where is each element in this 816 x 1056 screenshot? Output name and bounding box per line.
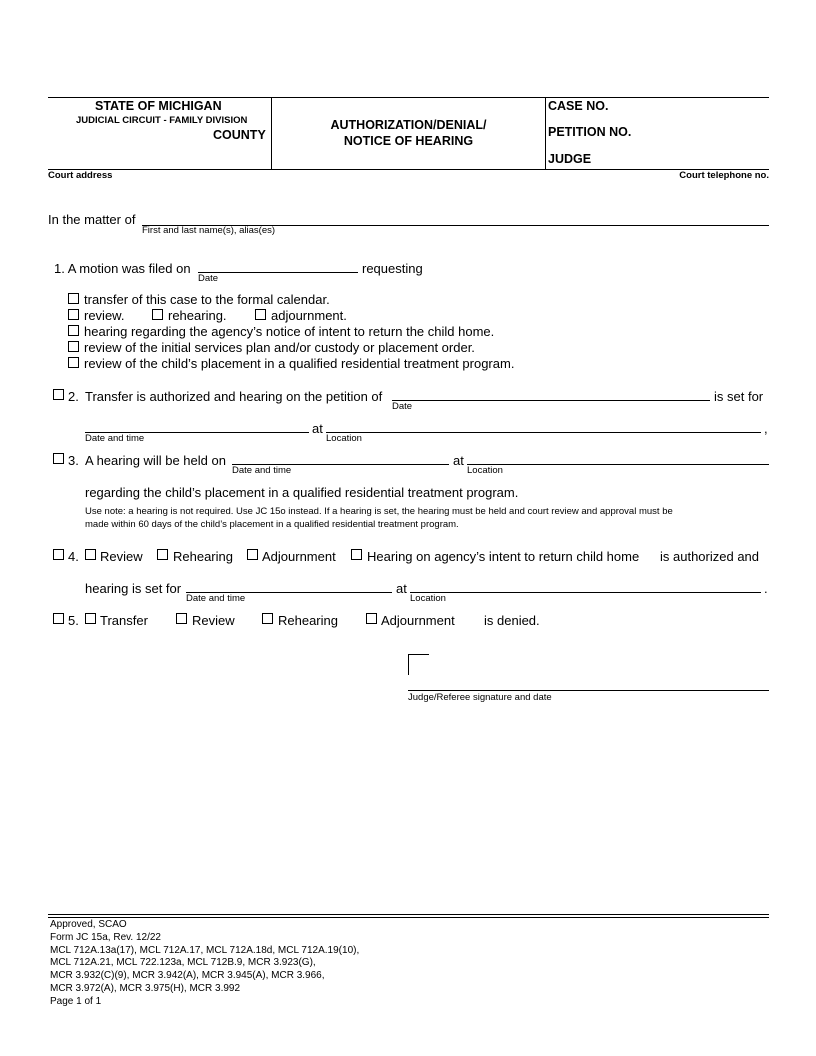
item2-petition-date-field[interactable] bbox=[392, 400, 710, 401]
item4-checkbox[interactable] bbox=[53, 549, 64, 560]
footer-line: Page 1 of 1 bbox=[50, 995, 102, 1007]
item2-text: Transfer is authorized and hearing on the petition of bbox=[85, 389, 383, 404]
item4-adjournment-checkbox[interactable] bbox=[247, 549, 258, 560]
review-checkbox[interactable] bbox=[68, 309, 79, 320]
rehearing-option-label: rehearing. bbox=[168, 308, 227, 323]
footer-rule-bottom bbox=[48, 917, 769, 918]
item2-datetime-caption: Date and time bbox=[85, 433, 145, 444]
header-divider-right bbox=[545, 97, 546, 169]
item3-text: A hearing will be held on bbox=[85, 453, 226, 468]
item2-checkbox[interactable] bbox=[53, 389, 64, 400]
judge-label: JUDGE bbox=[548, 152, 592, 166]
signature-caption: Judge/Referee signature and date bbox=[408, 692, 552, 703]
item3-location-caption: Location bbox=[467, 465, 503, 476]
item5-denied: is denied. bbox=[484, 613, 540, 628]
item2-date-caption: Date bbox=[392, 401, 413, 412]
item2-location-caption: Location bbox=[326, 433, 362, 444]
county-label: COUNTY bbox=[213, 128, 266, 142]
form-title-line1: AUTHORIZATION/DENIAL/ bbox=[330, 118, 487, 132]
item4-hearing-set: hearing is set for bbox=[85, 581, 182, 596]
item4-rehearing-label: Rehearing bbox=[173, 549, 233, 564]
item2-at: at bbox=[312, 421, 323, 436]
header-top-rule bbox=[48, 97, 769, 98]
item2-set-for: is set for bbox=[714, 389, 764, 404]
item3-at: at bbox=[453, 453, 464, 468]
header-bottom-rule bbox=[48, 169, 769, 170]
footer-block bbox=[50, 919, 359, 1009]
item5-review-checkbox[interactable] bbox=[176, 613, 187, 624]
transfer-checkbox[interactable] bbox=[68, 293, 79, 304]
item3-checkbox[interactable] bbox=[53, 453, 64, 464]
item3-number: 3. bbox=[68, 453, 79, 468]
qrtp-review-option-label: review of the child’s placement in a qualified residential treatment program. bbox=[84, 356, 515, 371]
qrtp-review-checkbox[interactable] bbox=[68, 357, 79, 368]
matter-name-caption: First and last name(s), alias(es) bbox=[142, 225, 276, 236]
initial-services-checkbox[interactable] bbox=[68, 341, 79, 352]
signature-corner-mark bbox=[408, 654, 429, 675]
item4-hearing-agency-label: Hearing on agency’s intent to return child home bbox=[367, 549, 640, 564]
item4-rehearing-checkbox[interactable] bbox=[157, 549, 168, 560]
initial-services-option-label: review of the initial services plan and/or custody or placement order. bbox=[84, 340, 475, 355]
item2-location-field[interactable] bbox=[326, 432, 761, 433]
item4-location-caption: Location bbox=[410, 593, 446, 604]
state-name: STATE OF MICHIGAN bbox=[95, 99, 222, 113]
item5-transfer-label: Transfer bbox=[100, 613, 148, 628]
item5-transfer-checkbox[interactable] bbox=[85, 613, 96, 624]
circuit-label: JUDICIAL CIRCUIT - FAMILY DIVISION bbox=[76, 115, 248, 126]
matter-label: In the matter of bbox=[48, 212, 136, 227]
adjournment-checkbox[interactable] bbox=[255, 309, 266, 320]
footer-line: MCL 712A.13a(17), MCL 712A.17, MCL 712A.18d, MCL 712A.19(10), bbox=[50, 944, 360, 956]
footer-line: MCR 3.972(A), MCR 3.975(H), MCR 3.992 bbox=[50, 982, 241, 994]
rehearing-checkbox[interactable] bbox=[152, 309, 163, 320]
adjournment-option-label: adjournment. bbox=[271, 308, 347, 323]
item5-adjournment-label: Adjournment bbox=[381, 613, 455, 628]
item4-hearing-agency-checkbox[interactable] bbox=[351, 549, 362, 560]
item1-date-field[interactable] bbox=[198, 272, 358, 273]
form-title-line2: NOTICE OF HEARING bbox=[343, 134, 474, 148]
court-telephone-label: Court telephone no. bbox=[679, 170, 769, 181]
item4-datetime-caption: Date and time bbox=[186, 593, 246, 604]
footer-line: MCR 3.932(C)(9), MCR 3.942(A), MCR 3.945(A), MCR 3.966, bbox=[50, 970, 325, 982]
footer-line: Approved, SCAO bbox=[50, 919, 127, 930]
footer-line: Form JC 15a, Rev. 12/22 bbox=[50, 931, 161, 943]
footer-line: MCL 712A.21, MCL 722.123a, MCL 712B.9, MCR 3.923(G), bbox=[50, 957, 316, 969]
item1-date-caption: Date bbox=[198, 273, 219, 284]
signature-field[interactable] bbox=[408, 690, 769, 691]
item3-use-note-line1: Use note: a hearing is not required. Use JC 15o instead. If a hearing is set, the hearing must be held and court review and approval must be bbox=[85, 506, 673, 517]
item4-authorized: is authorized and bbox=[660, 549, 760, 564]
item1-text: 1. A motion was filed on bbox=[54, 261, 191, 276]
item4-review-label: Review bbox=[100, 549, 143, 564]
item5-number: 5. bbox=[68, 613, 79, 628]
item3-datetime-caption: Date and time bbox=[232, 465, 292, 476]
item4-review-checkbox[interactable] bbox=[85, 549, 96, 560]
court-address-label: Court address bbox=[48, 170, 113, 181]
item5-checkbox[interactable] bbox=[53, 613, 64, 624]
item5-adjournment-checkbox[interactable] bbox=[366, 613, 377, 624]
review-option-label: review. bbox=[84, 308, 125, 323]
item3-location-field[interactable] bbox=[467, 464, 769, 465]
item5-rehearing-label: Rehearing bbox=[278, 613, 338, 628]
item1-requesting: requesting bbox=[362, 261, 423, 276]
item3-regarding: regarding the child’s placement in a qualified residential treatment program. bbox=[85, 485, 519, 500]
item5-rehearing-checkbox[interactable] bbox=[262, 613, 273, 624]
item2-number: 2. bbox=[68, 389, 79, 404]
item4-number: 4. bbox=[68, 549, 79, 564]
item4-adjournment-label: Adjournment bbox=[262, 549, 336, 564]
item4-period: . bbox=[764, 581, 768, 596]
petition-no-label: PETITION NO. bbox=[548, 125, 632, 139]
hearing-notice-option-label: hearing regarding the agency’s notice of intent to return the child home. bbox=[84, 324, 495, 339]
case-no-label: CASE NO. bbox=[548, 99, 609, 113]
header-divider-left bbox=[271, 97, 272, 169]
item5-review-label: Review bbox=[192, 613, 235, 628]
transfer-option-label: transfer of this case to the formal calendar. bbox=[84, 292, 330, 307]
item3-use-note-line2: made within 60 days of the child’s placement in a qualified residential treatment program. bbox=[85, 519, 459, 530]
item4-at: at bbox=[396, 581, 407, 596]
item4-location-field[interactable] bbox=[410, 592, 761, 593]
hearing-notice-checkbox[interactable] bbox=[68, 325, 79, 336]
item2-comma: , bbox=[764, 421, 768, 436]
footer-rule-top bbox=[48, 914, 769, 915]
